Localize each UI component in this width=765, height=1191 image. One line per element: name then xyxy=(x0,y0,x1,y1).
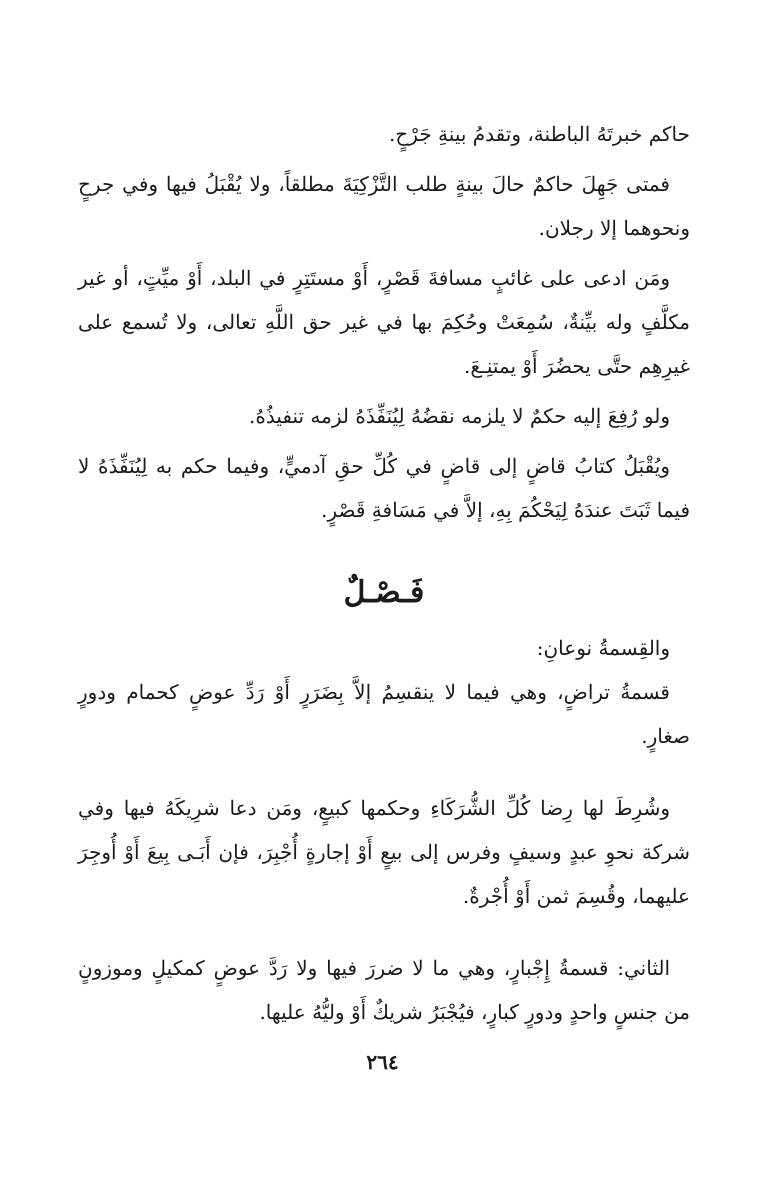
paragraph-division-consent: قسمةُ تراضٍ، وهي فيما لا ينقسِمُ إلاَّ بِضَرَرٍ أَوْ رَدِّ عوضٍ كحمام ودورٍ صغارٍ. xyxy=(78,680,690,748)
paragraph-ruling-execution: ولو رُفِعَ إليه حكمٌ لا يلزمه نقضُهُ لِيُنَفِّذَهُ لزمه تنفيذُهُ. xyxy=(248,404,670,428)
page-number: ٢٦٤ xyxy=(366,1050,399,1074)
paragraph-continuation: حاكم خبرتَهُ الباطنة، وتقدمُ بينةِ جَرْحٍ. xyxy=(389,122,690,146)
paragraph-division-compulsory: الثاني: قسمةُ إِجْبارٍ، وهي ما لا ضررَ فيها ولا رَدَّ عوضٍ كمكيلٍ وموزونٍ من جنسٍ واحدٍ ودورٍ كبارٍ، فيُجْبَرُ شريكٌ أَوْ وليُّهُ عليها. xyxy=(78,956,690,1024)
paragraph-division-consent-rule: وشُرِطَ لها رِضا كُلِّ الشُّرَكَاءِ وحكمها كبيعٍ، ومَن دعا شرِيكَهُ فيها وفي شركة نحوِ عبدٍ وسيفٍ وفرس إلى بيعٍ أَوْ إجارةٍ أُجْبِرَ، فإن أَبَـى بِيعَ أَوْ أُوجِرَ عليهما، وقُسِمَ ثمن أَوْ أُجْرةٌ. xyxy=(78,796,690,908)
paragraph-absent-claim: ومَن ادعى على غائبٍ مسافةَ قَصْرٍ، أَوْ مستَتِرٍ في البلد، أَوْ ميِّتٍ، أو غير مكلَّفٍ وله بيِّنةٌ، سُمِعَتْ وحُكِمَ بها في غير حق اللَّهِ تعالى، ولا تُسمع على غيرِهِم حتَّى يحضُرَ أَوْ يمتنِـعَ. xyxy=(78,266,690,378)
paragraph-division-intro: والقِسمةُ نوعانِ: xyxy=(536,636,670,660)
page-body xyxy=(78,112,690,1034)
paragraph-judge-letter: ويُقْبَلُ كتابُ قاضٍ إلى قاضٍ في كُلِّ حقِ آدميٍّ، وفيما حكم به لِيُنَفِّذَهُ لا فيما ثَبَتَ عندَهُ لِيَحْكُمَ بِهِ، إلاَّ في مَسَافةِ قَصْرٍ. xyxy=(78,454,690,522)
paragraph-tazkiya: فمتى جَهِلَ حاكمٌ حالَ بينةٍ طلب التَّزْكِيَةَ مطلقاً، ولا يُقْبَلُ فيها وفي جرحٍ ونحوهما إلا رجلان. xyxy=(78,172,690,240)
section-heading-wrap xyxy=(78,560,690,626)
section-heading: فَـصْـلٌ xyxy=(343,575,425,610)
